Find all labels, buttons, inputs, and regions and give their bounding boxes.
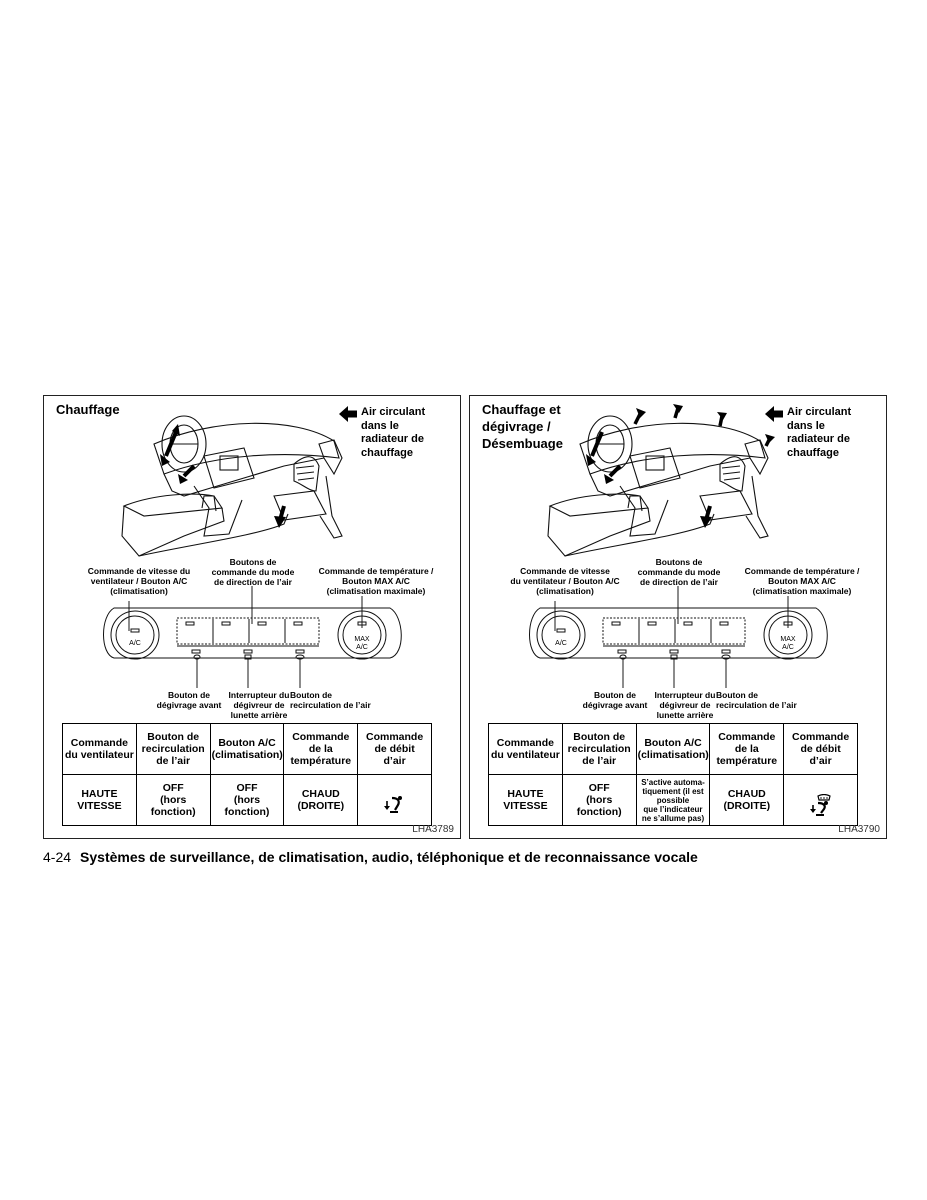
table-cell: CHAUD (DROITE) — [284, 775, 358, 826]
table-cell: S’active automa- tiquement (il est possible que l’indicateur ne s’allume pas) — [636, 775, 710, 826]
figure-code: LHA3790 — [838, 824, 880, 835]
legend-text: Air circulant dans le radiateur de chauffage — [787, 406, 852, 459]
settings-table — [62, 723, 432, 826]
table-header-cell: Bouton de recirculation de l’air — [136, 724, 210, 775]
figure-title: Chauffage — [56, 402, 120, 417]
figure-title: Chauffage et dégivrage / Désembuage — [482, 402, 563, 451]
callout-front-defrost: Bouton de dégivrage avant — [156, 690, 222, 710]
table-header-cell: Bouton A/C (climatisation) — [636, 724, 710, 775]
callout-mode-buttons: Boutons de commande du mode de direction de l’air — [637, 557, 721, 587]
table-cell: OFF (hors fonction) — [136, 775, 210, 826]
section-title: Systèmes de surveillance, de climatisation, audio, téléphonique et de reconnaissance vocale — [80, 849, 698, 865]
callout-recirculation: Bouton de recirculation de l’air — [290, 690, 371, 710]
figure-code: LHA3789 — [412, 824, 454, 835]
callout-front-defrost: Bouton de dégivrage avant — [582, 690, 648, 710]
settings-table — [488, 723, 858, 826]
legend-text: Air circulant dans le radiateur de chauffage — [361, 406, 426, 459]
page-number: 4-24 — [43, 849, 72, 865]
table-header-cell: Commande de débit d’air — [358, 724, 432, 775]
callout-recirculation: Bouton de recirculation de l’air — [716, 690, 797, 710]
figure-heating-defrost — [469, 395, 887, 839]
table-header-cell: Commande de la température — [284, 724, 358, 775]
floor-airflow-icon — [384, 795, 406, 815]
callout-mode-buttons: Boutons de commande du mode de direction de l’air — [211, 557, 295, 587]
knob-maxac-label: MAX A/C — [354, 636, 370, 651]
knob-ac-label: A/C — [555, 640, 567, 647]
table-cell-icon — [358, 775, 432, 826]
defrost-floor-airflow-icon — [809, 794, 833, 816]
table-cell: CHAUD (DROITE) — [710, 775, 784, 826]
callout-fan-control: Commande de vitesse du ventilateur / Bouton A/C (climatisation) — [510, 566, 620, 596]
table-header-cell: Commande de la température — [710, 724, 784, 775]
table-cell-icon — [784, 775, 858, 826]
callout-rear-defroster: Interrupteur du dégivreur de lunette arrière — [654, 690, 716, 720]
table-header-cell: Commande du ventilateur — [63, 724, 137, 775]
table-header-cell: Bouton A/C (climatisation) — [210, 724, 284, 775]
callout-fan-control: Commande de vitesse du ventilateur / Bouton A/C (climatisation) — [87, 566, 191, 596]
table-header-cell: Commande du ventilateur — [489, 724, 563, 775]
table-header-cell: Bouton de recirculation de l’air — [562, 724, 636, 775]
dashboard-illustration — [470, 396, 888, 716]
table-cell: HAUTE VITESSE — [63, 775, 137, 826]
table-cell: HAUTE VITESSE — [489, 775, 563, 826]
table-cell: OFF (hors fonction) — [562, 775, 636, 826]
table-cell: OFF (hors fonction) — [210, 775, 284, 826]
table-header-cell: Commande de débit d’air — [784, 724, 858, 775]
knob-ac-label: A/C — [129, 640, 141, 647]
callout-rear-defroster: Interrupteur du dégivreur de lunette arrière — [228, 690, 290, 720]
callout-temp-control: Commande de température / Bouton MAX A/C (climatisation maximale) — [744, 566, 860, 596]
page-footer — [43, 849, 698, 865]
knob-maxac-label: MAX A/C — [780, 636, 796, 651]
dashboard-illustration — [44, 396, 462, 716]
figure-heating — [43, 395, 461, 839]
callout-temp-control: Commande de température / Bouton MAX A/C (climatisation maximale) — [318, 566, 434, 596]
